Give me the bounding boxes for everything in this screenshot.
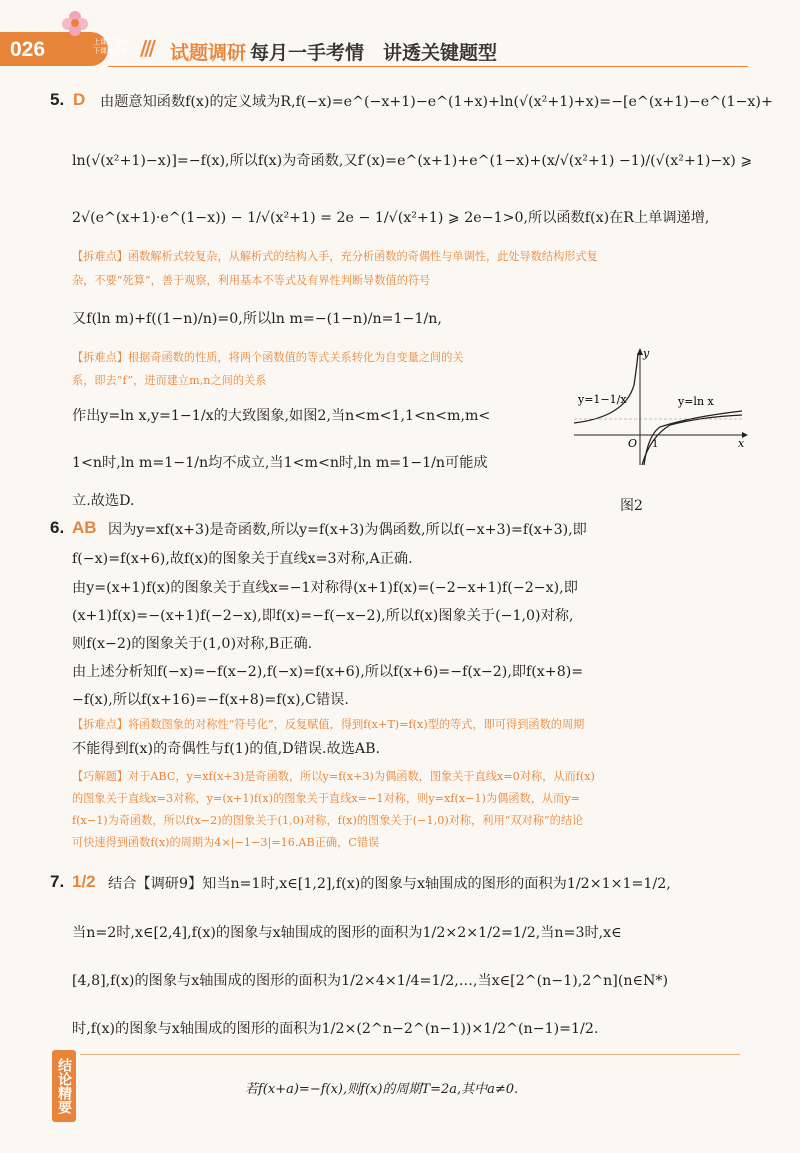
curve-lnx (644, 411, 742, 465)
solution-line: ln(√(x²+1)−x)]=−f(x),所以f(x)为奇函数,又f′(x)=e^(x+1)+e^(1−x)+(x/√(x²+1) −1)/(√(x²+1)−x) ⩾ (72, 153, 753, 169)
solution-line: 则f(x−2)的图象关于(1,0)对称,B正确. (72, 636, 313, 652)
solution-line: −f(x),所以f(x+16)=−f(x+8)=f(x),C错误. (72, 692, 349, 708)
solution-line: 1<n时,ln m=1−1/n均不成立,当1<m<n时,ln m=1−1/n可能成 (72, 455, 488, 471)
solution-line: 由y=(x+1)f(x)的图象关于直线x=−1对称得(x+1)f(x)=(−2−x+1)f(−2−x),即 (72, 580, 578, 596)
solution-line: 当n=2时,x∈[2,4],f(x)的图象与x轴围成的图形的面积为1/2×2×1/2=1/2,当n=3时,x∈ (72, 925, 622, 941)
solution-line: 由题意知函数f(x)的定义域为R,f(−x)=e^(−x+1)−e^(1+x)+ln(√(x²+1)+x)=−[e^(x+1)−e^(1−x)+ (100, 94, 773, 110)
tip-note: 【拆难点】函数解析式较复杂，从解析式的结构入手，充分析函数的奇偶性与单调性，此处导数结构形式复 (72, 250, 598, 263)
solution-line: 由上述分析知f(−x)=−f(x−2),f(−x)=f(x+6),所以f(x+6)=−f(x−2),即f(x+8)= (72, 664, 584, 680)
tip-note: 【拆难点】将函数图象的对称性“符号化”，反复赋值，得到f(x+T)=f(x)型的等式，即可得到函数的周期 (72, 718, 585, 731)
flower-logo-icon (60, 8, 90, 38)
solution-line: 结合【调研9】知当n=1时,x∈[1,2],f(x)的图象与x轴围成的图形的面积为1/2×1×1=1/2, (108, 876, 671, 892)
page-header (0, 0, 800, 70)
x-axis-label: x (738, 437, 745, 450)
tip-note: 的图象关于直线x=3对称，y=(x+1)f(x)的图象关于直线x=−1对称，则y=xf(x−1)为偶函数，从而y= (72, 792, 581, 805)
answer-label: 1/2 (72, 872, 96, 891)
solution-line: 2√(e^(x+1)·e^(1−x)) − 1/√(x²+1) = 2e − 1/√(x²+1) ⩾ 2e−1>0,所以函数f(x)在R上单调递增, (72, 210, 710, 226)
footer-divider (80, 1054, 740, 1055)
header-divider (108, 66, 748, 67)
solution-line: 时,f(x)的图象与x轴围成的图形的面积为1/2×(2^n−2^(n−1))×1/2^(n−1)=1/2. (72, 1021, 599, 1037)
function-graph (570, 345, 750, 470)
solution-line: 又f(ln m)+f((1−n)/n)=0,所以ln m=−(1−n)/n=1−1/n, (72, 311, 442, 327)
tip-note: f(x−1)为奇函数，所以f(x−2)的图象关于(1,0)对称，f(x)的图象关于(−1,0)对称，利用“双对称”的结论 (72, 814, 584, 827)
question-number: 7. (50, 872, 65, 891)
tick-label: 1 (652, 439, 659, 450)
solution-line: 因为y=xf(x+3)是奇函数,所以y=f(x+3)为偶函数,所以f(−x+3)=f(x+3),即 (108, 522, 587, 538)
tip-note: 【巧解题】对于ABC，y=xf(x+3)是奇函数，所以y=f(x+3)为偶函数，图象关于直线x=0对称，从而f(x) (72, 770, 595, 783)
conclusion-tab: 结论精要 (52, 1050, 76, 1122)
answer-label: D (73, 90, 86, 109)
figure-caption: 图2 (620, 498, 643, 514)
tip-note: 系，即去“f”，进而建立m,n之间的关系 (72, 374, 267, 387)
origin-label: O (628, 437, 638, 450)
answer-label: AB (72, 518, 97, 537)
tip-note: 可快速得到函数f(x)的周期为4×|−1−3|=16.AB正确，C错误 (72, 836, 380, 849)
solution-line: 立.故选D. (72, 493, 135, 509)
solution-line: f(−x)=f(x+6),故f(x)的图象关于直线x=3对称,A正确. (72, 551, 413, 567)
page-number: 026 (10, 38, 46, 61)
curve-label-left: y=1−1/x (578, 393, 627, 406)
curve-label-right: y=ln x (678, 395, 714, 408)
y-axis-label: y (643, 347, 650, 360)
tagline: 上课认真听 下课练习做 (93, 38, 128, 55)
conclusion-text: 若f(x+a)=−f(x),则f(x)的周期T=2a,其中a≠0. (245, 1082, 519, 1097)
question-number: 5. (50, 90, 65, 109)
solution-line: [4,8],f(x)的图象与x轴围成的图形的面积为1/2×4×1/4=1/2,…,当x∈[2^(n−1),2^n](n∈N*) (72, 973, 669, 989)
curve-left (574, 353, 638, 423)
solution-line: (x+1)f(x)=−(x+1)f(−2−x),即f(x)=−f(−x−2),所以f(x)图象关于(−1,0)对称, (72, 608, 574, 624)
tip-note: 杂，不要“死算”，善于观察，利用基本不等式及有界性判断导数值的符号 (72, 274, 431, 287)
tip-note: 【拆难点】根据奇函数的性质，将两个函数值的等式关系转化为自变量之间的关 (72, 351, 464, 364)
header-slashes: /// (140, 36, 153, 60)
solution-line: 不能得到f(x)的奇偶性与f(1)的值,D错误.故选AB. (72, 741, 381, 757)
solution-line: 作出y=ln x,y=1−1/x的大致图象,如图2,当n<m<1,1<n<m,m< (72, 408, 491, 424)
section-title: 试题调研 (170, 42, 247, 64)
question-number: 6. (50, 518, 65, 537)
header-subtitle: 每月一手考情 讲透关键题型 (250, 42, 498, 64)
